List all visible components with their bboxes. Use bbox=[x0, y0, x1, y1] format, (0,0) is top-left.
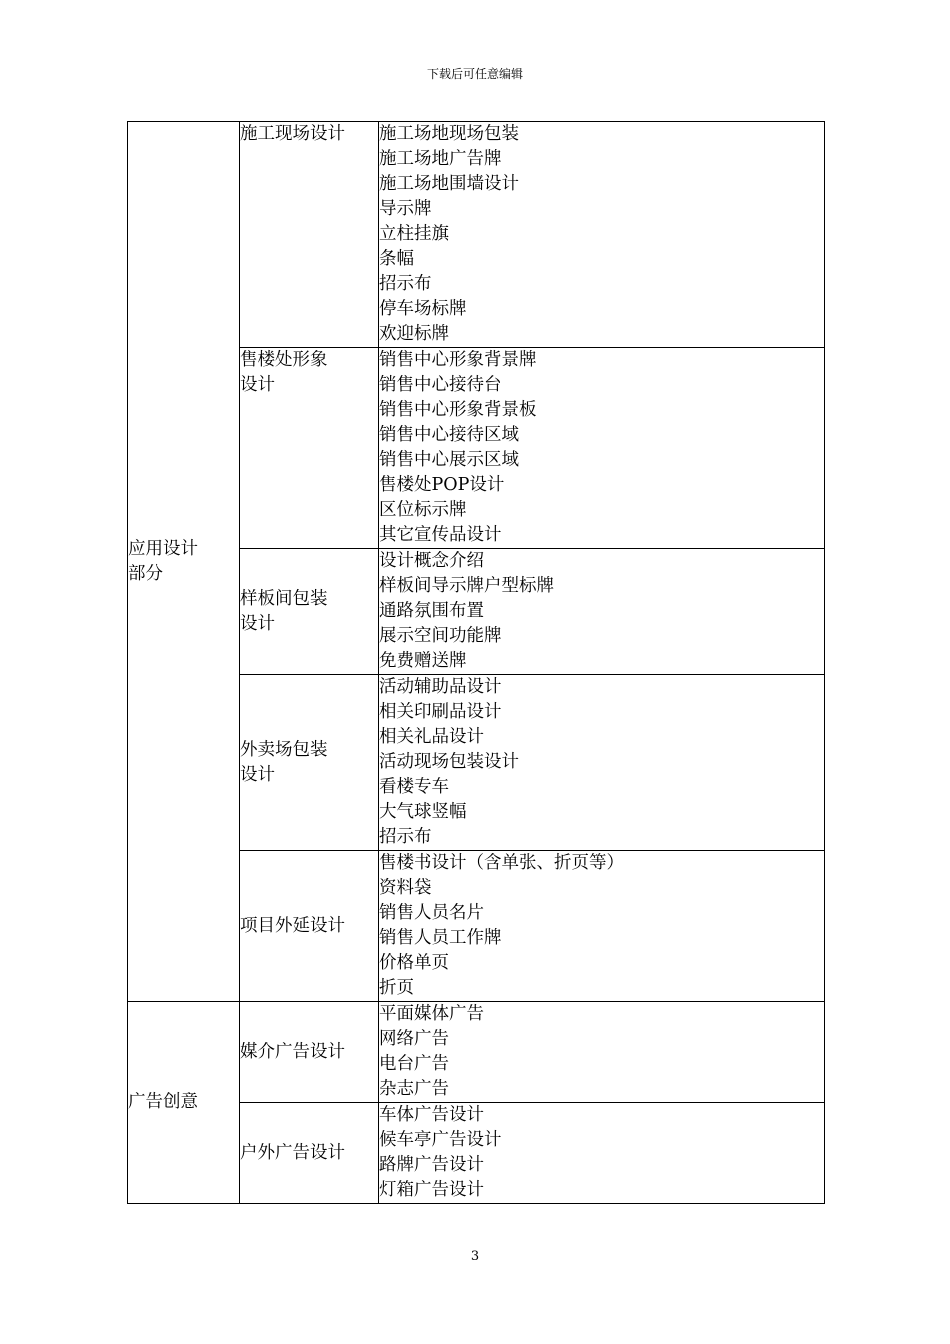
list-item: 通路氛围布置 bbox=[379, 601, 484, 621]
item-list-cell bbox=[379, 1002, 825, 1103]
group-name-line: 外卖场包装 bbox=[240, 739, 328, 760]
list-item: 招示布 bbox=[379, 274, 432, 294]
list-item: 相关礼品设计 bbox=[379, 727, 484, 747]
group-name-cell bbox=[240, 549, 379, 675]
list-item: 路牌广告设计 bbox=[379, 1155, 484, 1175]
list-item: 施工场地围墙设计 bbox=[379, 174, 519, 194]
list-item: 销售中心形象背景板 bbox=[379, 400, 537, 420]
category-label-line: 广告创意 bbox=[128, 1092, 198, 1112]
group-name-cell bbox=[240, 1002, 379, 1103]
list-item: 网络广告 bbox=[379, 1029, 449, 1049]
page-number: 3 bbox=[470, 1249, 480, 1264]
list-item: 看楼专车 bbox=[379, 777, 449, 797]
group-name-line: 售楼处形象 bbox=[240, 350, 328, 370]
group-name-cell bbox=[240, 122, 379, 348]
design-plan-table bbox=[127, 121, 825, 1204]
list-item: 销售中心展示区域 bbox=[379, 450, 519, 470]
list-item: 其它宣传品设计 bbox=[379, 525, 502, 545]
list-item: 电台广告 bbox=[379, 1054, 449, 1074]
list-item: 活动现场包装设计 bbox=[379, 752, 519, 772]
group-name-cell bbox=[240, 675, 379, 851]
list-item: 销售中心接待台 bbox=[379, 375, 502, 395]
group-name-line: 媒介广告设计 bbox=[240, 1041, 345, 1062]
list-item: 条幅 bbox=[379, 249, 414, 269]
page-header: 下载后可任意编辑 bbox=[426, 67, 523, 81]
list-item: 车体广告设计 bbox=[379, 1105, 484, 1125]
category-label-line: 应用设计 bbox=[128, 538, 198, 559]
list-item: 招示布 bbox=[379, 827, 432, 847]
group-name-cell bbox=[240, 1103, 379, 1204]
table-row bbox=[128, 1002, 825, 1103]
item-list-cell bbox=[379, 1103, 825, 1204]
list-item: 灯箱广告设计 bbox=[379, 1180, 484, 1200]
list-item: 售楼书设计（含单张、折页等） bbox=[379, 853, 624, 873]
list-item: 停车场标牌 bbox=[379, 299, 467, 319]
list-item: 资料袋 bbox=[379, 878, 432, 898]
list-item: 立柱挂旗 bbox=[379, 224, 449, 244]
table-row bbox=[128, 122, 825, 348]
list-item: 展示空间功能牌 bbox=[379, 626, 502, 646]
group-name-line: 施工现场设计 bbox=[240, 124, 345, 144]
item-list-cell bbox=[379, 675, 825, 851]
list-item: 免费赠送牌 bbox=[379, 651, 467, 671]
list-item: 导示牌 bbox=[379, 199, 432, 219]
category-label-line: 部分 bbox=[128, 563, 163, 584]
list-item: 杂志广告 bbox=[379, 1079, 449, 1099]
category-cell-application-design bbox=[128, 122, 240, 1002]
list-item: 施工场地现场包装 bbox=[379, 124, 519, 144]
list-item: 平面媒体广告 bbox=[379, 1004, 484, 1024]
list-item: 折页 bbox=[379, 978, 414, 998]
item-list-cell bbox=[379, 851, 825, 1002]
list-item: 销售中心接待区域 bbox=[379, 425, 519, 445]
group-name-cell bbox=[240, 348, 379, 549]
list-item: 价格单页 bbox=[379, 953, 449, 973]
item-list-cell bbox=[379, 348, 825, 549]
list-item: 区位标示牌 bbox=[379, 500, 467, 520]
list-item: 相关印刷品设计 bbox=[379, 702, 502, 722]
group-name-line: 设计 bbox=[240, 764, 275, 785]
list-item: 销售人员工作牌 bbox=[379, 928, 502, 948]
group-name-line: 户外广告设计 bbox=[240, 1142, 345, 1163]
group-name-line: 设计 bbox=[240, 375, 275, 395]
list-item: 活动辅助品设计 bbox=[379, 677, 502, 697]
list-item: 售楼处POP设计 bbox=[379, 475, 505, 495]
list-item: 欢迎标牌 bbox=[379, 324, 449, 344]
group-name-line: 样板间包装 bbox=[240, 588, 328, 609]
item-list-cell bbox=[379, 122, 825, 348]
list-item: 施工场地广告牌 bbox=[379, 149, 502, 169]
item-list-cell bbox=[379, 549, 825, 675]
group-name-line: 设计 bbox=[240, 613, 275, 634]
group-name-line: 项目外延设计 bbox=[240, 915, 345, 936]
list-item: 销售中心形象背景牌 bbox=[379, 350, 537, 370]
category-cell-ad-creative bbox=[128, 1002, 240, 1204]
list-item: 大气球竖幅 bbox=[379, 802, 467, 822]
group-name-cell bbox=[240, 851, 379, 1002]
list-item: 样板间导示牌户型标牌 bbox=[379, 576, 554, 596]
list-item: 候车亭广告设计 bbox=[379, 1130, 502, 1150]
list-item: 销售人员名片 bbox=[379, 903, 484, 923]
list-item: 设计概念介绍 bbox=[379, 551, 484, 571]
